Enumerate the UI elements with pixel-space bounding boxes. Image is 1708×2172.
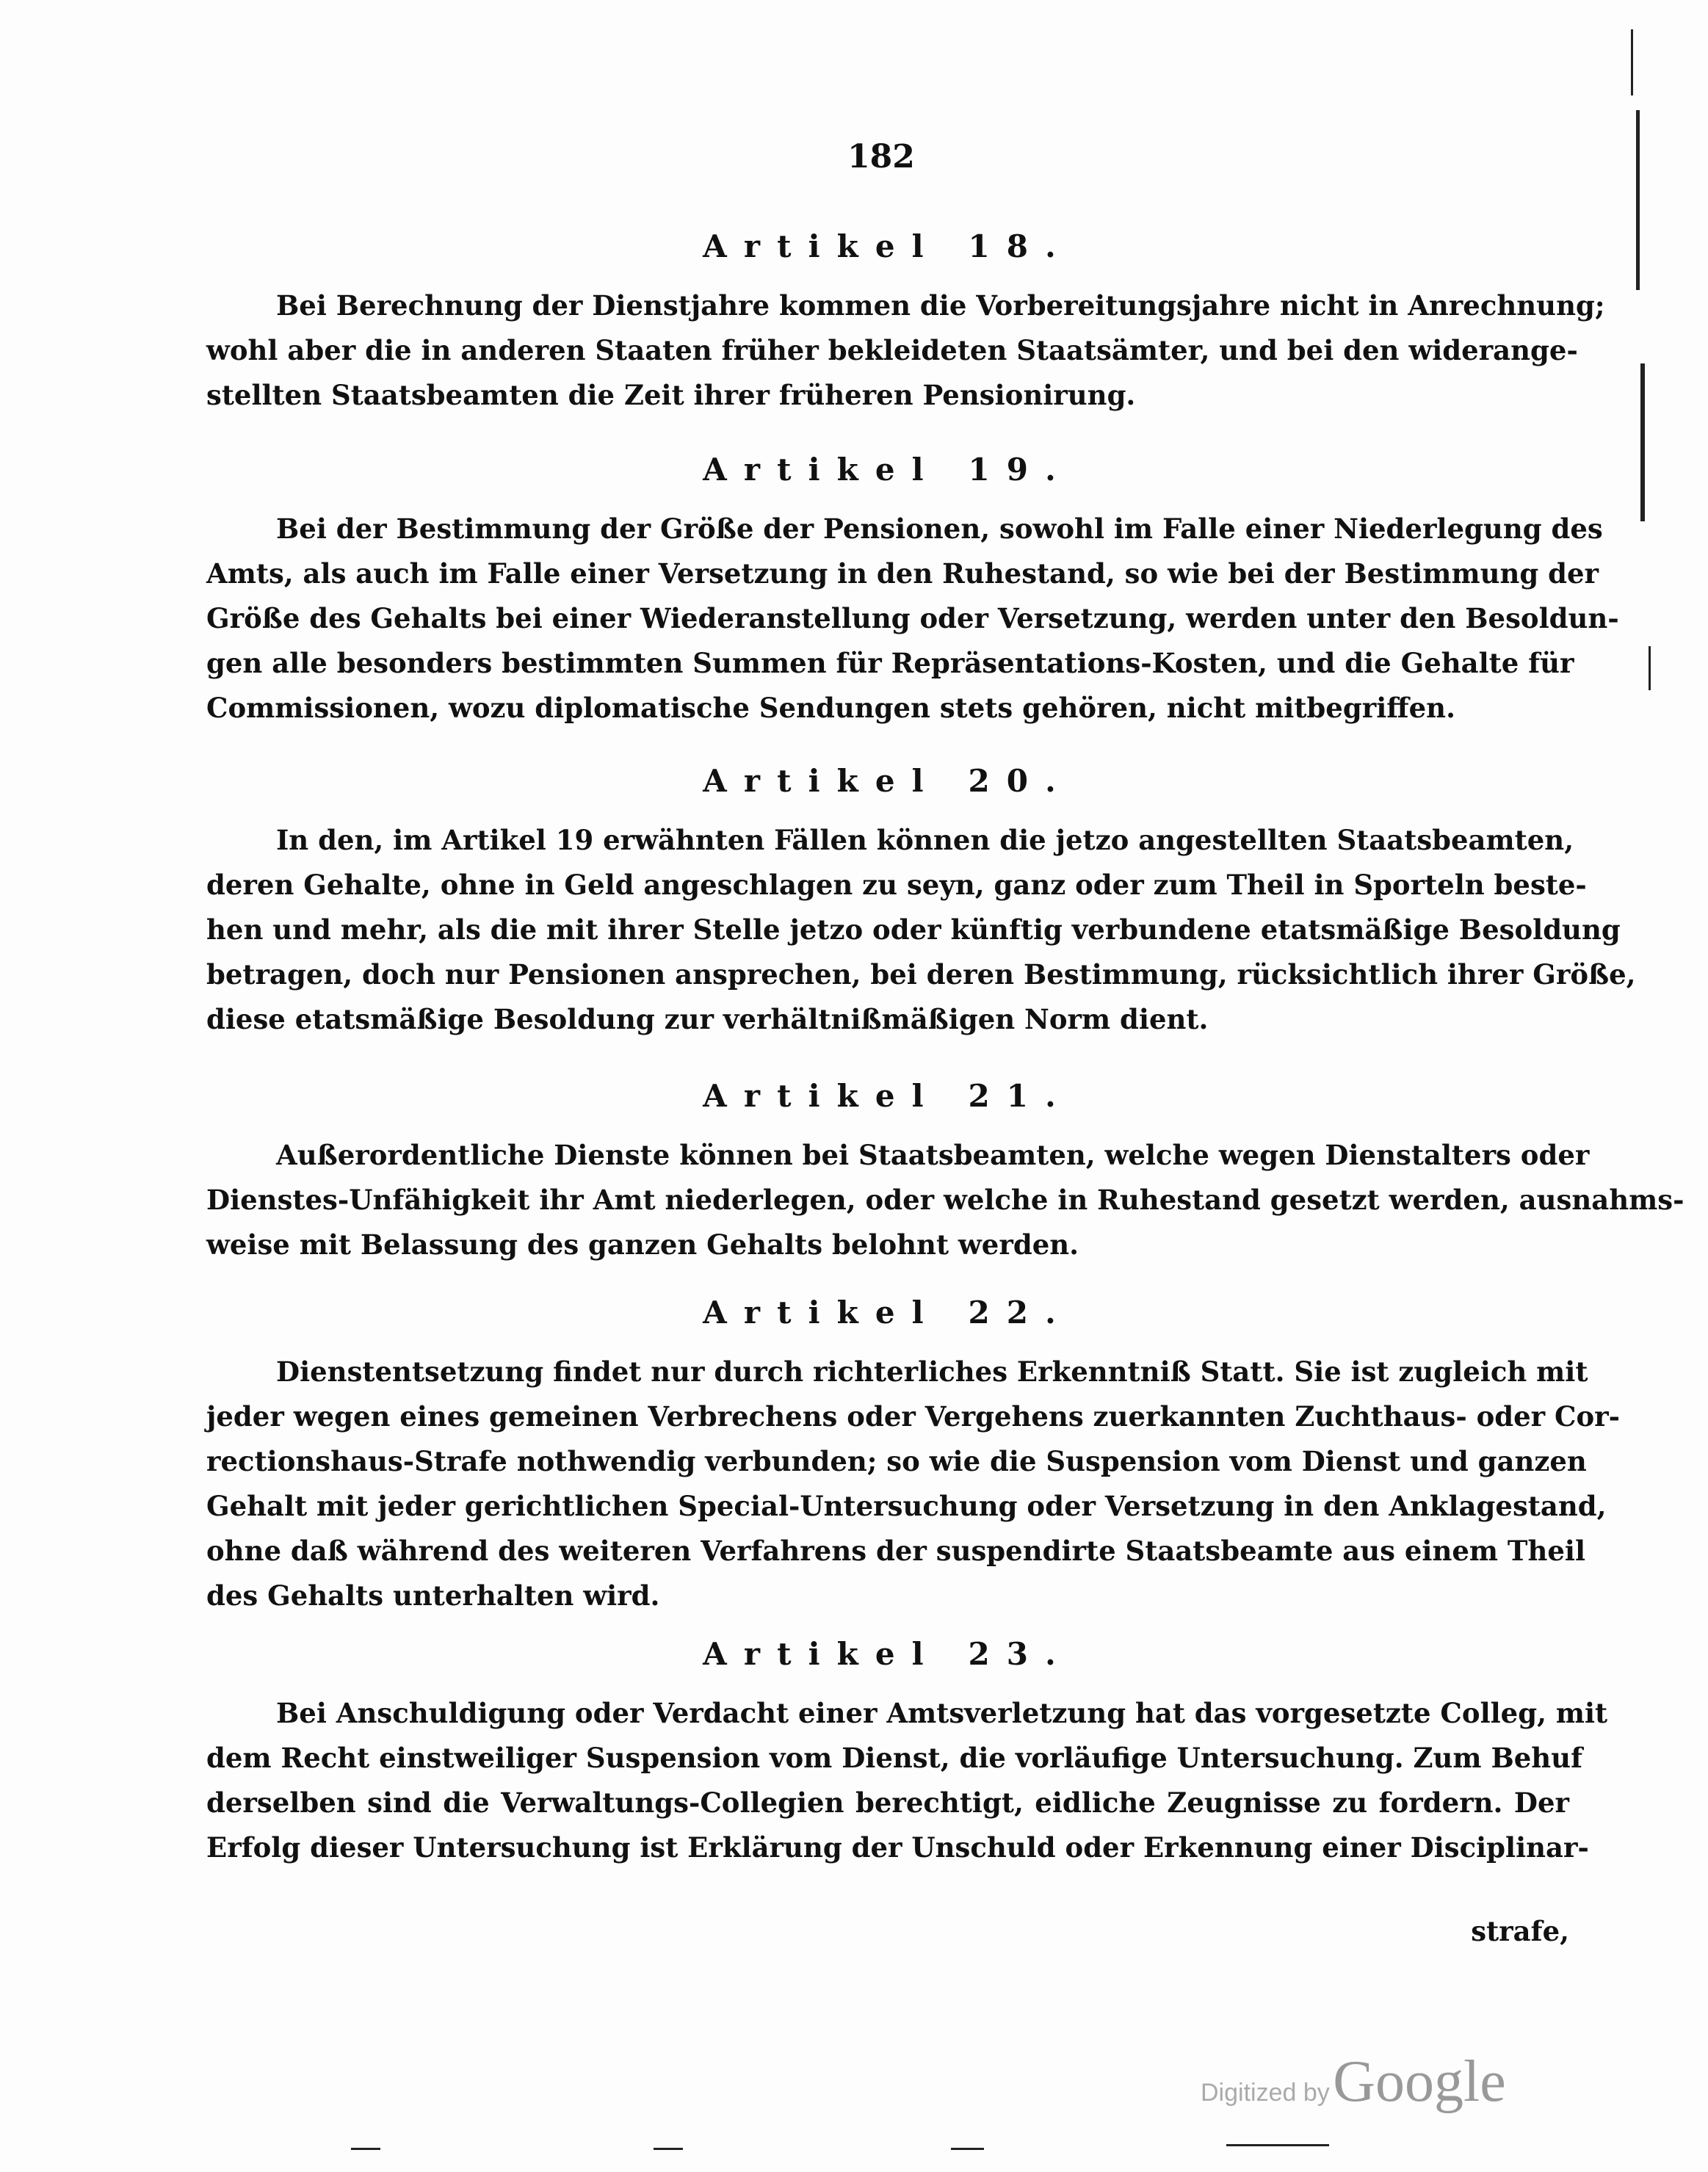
text-line: gen alle besonders bestimmten Summen für Repräsentations-Kosten, und die Gehalte für [206, 647, 1574, 679]
scan-artifact-dash [1226, 2144, 1329, 2146]
text-line: diese etatsmäßige Besoldung zur verhältnißmäßigen Norm dient. [206, 1003, 1209, 1035]
text-line: Außerordentliche Dienste können bei Staatsbeamten, welche wegen Dienstalters oder [276, 1139, 1590, 1171]
article-21 [206, 1074, 1685, 1267]
text-line: In den, im Artikel 19 erwähnten Fällen können die jetzo angestellten Staatsbeamten, [276, 824, 1574, 856]
text-line: des Gehalts unterhalten wird. [206, 1579, 660, 1612]
text-line: rectionshaus-Strafe nothwendig verbunden; so wie die Suspension vom Dienst und ganzen [206, 1445, 1587, 1477]
text-line: Commissionen, wozu diplomatische Sendungen stets gehören, nicht mitbegriffen. [206, 692, 1455, 724]
text-line: Dienstentsetzung findet nur durch richterliches Erkenntniß Statt. Sie ist zugleich mit [276, 1355, 1588, 1388]
text-line: Größe des Gehalts bei einer Wiederanstellung oder Versetzung, werden unter den Besoldun- [206, 602, 1619, 634]
text-line: ohne daß während des weiteren Verfahrens der suspendirte Staatsbeamte aus einem Theil [206, 1535, 1586, 1567]
scan-artifact-dash [351, 2148, 380, 2150]
article-heading: Artikel 23. [703, 1636, 1073, 1672]
article-23 [206, 1632, 1608, 1870]
text-line: derselben sind die Verwaltungs-Collegien berechtigt, eidliche Zeugnisse zu fordern. Der [206, 1787, 1569, 1819]
text-line: dem Recht einstweiliger Suspension vom Dienst, die vorläufige Untersuchung. Zum Behuf [206, 1742, 1582, 1774]
catchword: strafe, [1471, 1915, 1569, 1947]
article-19 [206, 448, 1619, 731]
text-line: betragen, doch nur Pensionen ansprechen, bei deren Bestimmung, rücksichtlich ihrer Größe, [206, 958, 1636, 991]
article-heading: Artikel 20. [703, 763, 1073, 799]
page-number: 182 [847, 138, 915, 175]
text-line: deren Gehalte, ohne in Geld angeschlagen zu seyn, ganz oder zum Theil in Sporteln beste- [206, 869, 1587, 901]
scan-artifact-line [1631, 29, 1633, 95]
digitized-watermark [1201, 2049, 1506, 2115]
text-line: Erfolg dieser Untersuchung ist Erklärung der Unschuld oder Erkennung einer Disciplinar- [206, 1831, 1589, 1864]
text-line: weise mit Belassung des ganzen Gehalts belohnt werden. [206, 1228, 1079, 1261]
article-heading: Artikel 19. [703, 452, 1073, 488]
text-line: hen und mehr, als die mit ihrer Stelle jetzo oder künftig verbundene etatsmäßige Besoldung [206, 913, 1621, 946]
text-line: Bei der Bestimmung der Größe der Pensionen, sowohl im Falle einer Niederlegung des [276, 513, 1603, 545]
text-line: Amts, als auch im Falle einer Versetzung in den Ruhestand, so wie bei der Bestimmung der [206, 557, 1599, 590]
scan-artifact-dash [951, 2148, 984, 2150]
scan-artifact-line [1636, 110, 1640, 290]
text-line: Dienstes-Unfähigkeit ihr Amt niederlegen, oder welche in Ruhestand gesetzt werden, ausnahms- [206, 1184, 1685, 1216]
article-heading: Artikel 18. [703, 228, 1073, 264]
article-18 [206, 225, 1605, 418]
text-line: Bei Anschuldigung oder Verdacht einer Amtsverletzung hat das vorgesetzte Colleg, mit [276, 1697, 1608, 1729]
google-logo: Google [1333, 2049, 1506, 2114]
digitized-label: Digitized by [1201, 2079, 1330, 2107]
article-22 [206, 1291, 1621, 1618]
article-20 [206, 759, 1636, 1042]
text-line: Bei Berechnung der Dienstjahre kommen die Vorbereitungsjahre nicht in Anrechnung; [276, 289, 1605, 322]
text-line: jeder wegen eines gemeinen Verbrechens oder Vergehens zuerkannten Zuchthaus- oder Cor- [206, 1400, 1621, 1433]
scan-artifact-dash [654, 2148, 683, 2150]
article-heading: Artikel 22. [703, 1295, 1073, 1331]
scan-artifact-line [1640, 363, 1645, 521]
scan-artifact-line [1649, 646, 1651, 690]
catchword-block [206, 1909, 1569, 1954]
text-line: stellten Staatsbeamten die Zeit ihrer früheren Pensionirung. [206, 379, 1136, 411]
text-line: Gehalt mit jeder gerichtlichen Special-Untersuchung oder Versetzung in den Anklagestand, [206, 1490, 1607, 1522]
text-line: wohl aber die in anderen Staaten früher bekleideten Staatsämter, und bei den widerange- [206, 334, 1578, 366]
article-heading: Artikel 21. [703, 1078, 1073, 1114]
